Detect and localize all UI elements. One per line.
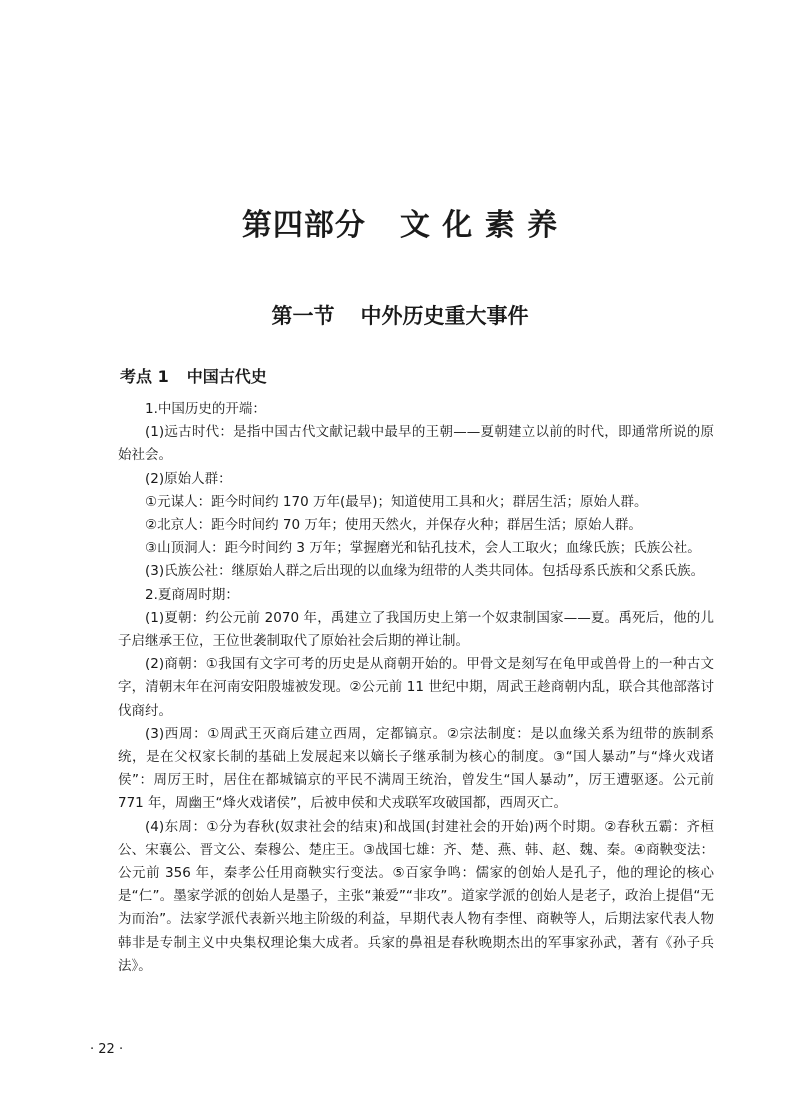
kaodian-label: 考点 1 <box>120 367 169 386</box>
kaodian-heading <box>120 364 267 387</box>
paragraph: (1)夏朝：约公元前 2070 年，禹建立了我国历史上第一个奴隶制国家——夏。禹死后，他的儿子启继承王位，王位世袭制取代了原始社会后期的禅让制。 <box>118 609 714 650</box>
paragraph: (3)氏族公社：继原始人群之后出现的以血缘为纽带的人类共同体。包括母系氏族和父系氏族。 <box>145 563 705 580</box>
paragraph: 2.夏商周时期： <box>145 586 239 603</box>
paragraph: (3)西周：①周武王灭商后建立西周，定都镐京。②宗法制度：是以血缘关系为纽带的族制系统，是在父权家长制的基础上发展起来以嫡长子继承制为核心的制度。③“国人暴动”与“烽火戏诸侯”：周厉王时，居住在都城镐京的平民不满周王统治，曾发生“国人暴动”，厉王遭驱逐。公元前 771 年，周幽王“烽火戏诸侯”，后被申侯和犬戎联军攻破国都，西周灭亡。 <box>118 725 714 812</box>
paragraph: (2)商朝：①我国有文字可考的历史是从商朝开始的。甲骨文是刻写在龟甲或兽骨上的一种古文字，清朝末年在河南安阳殷墟被发现。②公元前 11 世纪中期，周武王趁商朝内乱，联合其他部落讨伐商纣。 <box>118 656 714 719</box>
paragraph: (2)原始人群： <box>145 470 232 487</box>
part-title-name: 文 化 素 养 <box>399 208 559 243</box>
page-number: · 22 · <box>90 1042 124 1057</box>
kaodian-name: 中国古代史 <box>186 367 267 386</box>
paragraph: (4)东周：①分为春秋(奴隶社会的结束)和战国(封建社会的开始)两个时期。②春秋五霸：齐桓公、宋襄公、晋文公、秦穆公、楚庄王。③战国七雄：齐、楚、燕、韩、赵、魏、秦。④商鞅变法：公元前 356 年，秦孝公任用商鞅实行变法。⑤百家争鸣：儒家的创始人是孔子，他的理论的核心是“仁”。墨家学派的创始人是墨子，主张“兼爱”“非攻”。道家学派的创始人是老子，政治上提倡“无为而治”。法家学派代表新兴地主阶级的利益，早期代表人物有李悝、商鞅等人，后期法家代表人物韩非是专制主义中央集权理论集大成者。兵家的鼻祖是春秋晚期杰出的军事家孙武，著有《孙子兵法》。 <box>118 818 714 974</box>
section-title-prefix: 第一节 <box>271 304 335 328</box>
body-text <box>118 398 714 978</box>
paragraph: 1.中国历史的开端： <box>145 401 266 417</box>
part-title <box>0 200 800 244</box>
paragraph: ②北京人：距今时间约 70 万年；使用天然火，并保存火种；群居生活；原始人群。 <box>145 517 642 534</box>
paragraph: ③山顶洞人：距今时间约 3 万年；掌握磨光和钻孔技术，会人工取火；血缘氏族；氏族公社。 <box>145 540 701 557</box>
paragraph: (1)远古时代：是指中国古代文献记载中最早的王朝——夏朝建立以前的时代，即通常所说的原始社会。 <box>118 424 714 464</box>
paragraph: ①元谋人：距今时间约 170 万年(最早)；知道使用工具和火；群居生活；原始人群。 <box>145 493 648 510</box>
section-title-name: 中外历史重大事件 <box>360 304 529 328</box>
section-title <box>0 300 800 330</box>
part-title-prefix: 第四部分 <box>241 208 366 243</box>
